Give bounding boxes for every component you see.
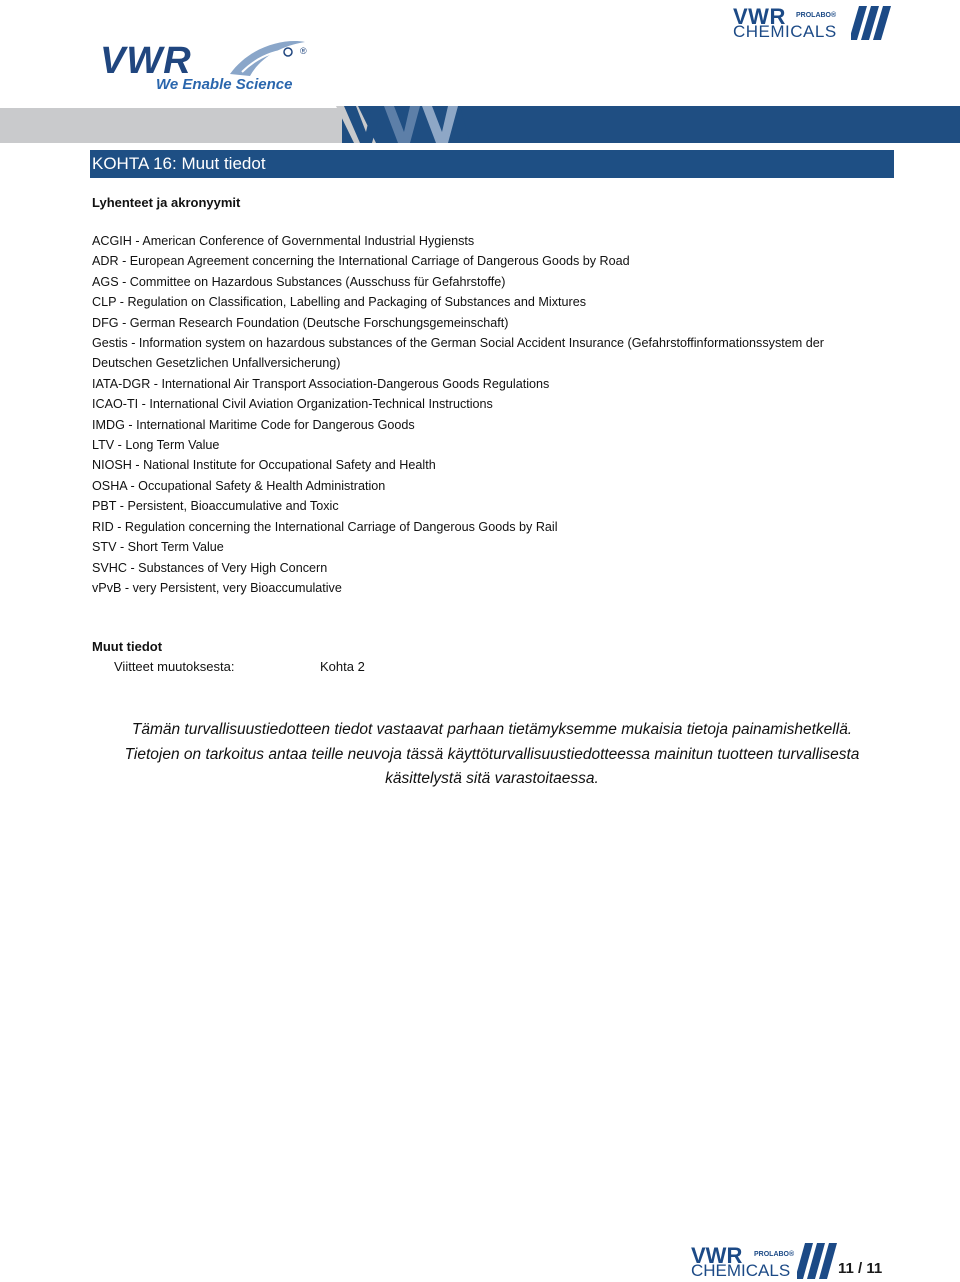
chevrons-icon <box>336 106 486 143</box>
list-item: LTV - Long Term Value <box>92 438 220 453</box>
disclaimer-line: Tietojen on tarkoitus antaa teille neuvoja tässä käyttöturvallisuustiedotteessa mainitun tuotteen turvallisesta <box>124 745 860 763</box>
list-item: NIOSH - National Institute for Occupational Safety and Health <box>92 458 436 473</box>
list-item: PBT - Persistent, Bioaccumulative and Toxic <box>92 499 339 514</box>
list-item: OSHA - Occupational Safety & Health Administration <box>92 478 386 493</box>
list-item: ACGIH - American Conference of Governmental Industrial Hygiensts <box>92 234 475 248</box>
logo-vwr-text: VWR <box>733 4 786 29</box>
page-number: 11 / 11 <box>838 1260 883 1277</box>
logo-tagline: We Enable Science <box>156 76 293 93</box>
footer-logo <box>691 1243 836 1279</box>
disclaimer-line: Tämän turvallisuustiedotteen tiedot vastaavat parhaan tietämyksemme mukaisia tietoja painamishetkellä. <box>131 721 853 738</box>
list-item: ADR - European Agreement concerning the International Carriage of Dangerous Goods by Road <box>92 254 630 269</box>
disclaimer <box>92 718 892 792</box>
section-title: KOHTA 16: Muut tiedot <box>90 150 894 178</box>
list-item: STV - Short Term Value <box>92 540 224 555</box>
logo-prolabo-text: PROLABO® <box>796 12 837 19</box>
swoosh-icon <box>190 36 310 80</box>
list-item: IMDG - International Maritime Code for Dangerous Goods <box>92 417 415 432</box>
abbreviations-heading: Lyhenteet ja akronyymit <box>92 195 241 210</box>
list-item: SVHC - Substances of Very High Concern <box>92 560 328 575</box>
list-item: ICAO-TI - International Civil Aviation Organization-Technical Instructions <box>92 397 493 412</box>
list-item: AGS - Committee on Hazardous Substances (Ausschuss für Gefahrstoffe) <box>92 274 506 289</box>
list-item: IATA-DGR - International Air Transport Association-Dangerous Goods Regulations <box>92 376 550 391</box>
list-item: Gestis - Information system on hazardous substances of the German Social Accident Insurance (Gefahrstoffinformationssystem der Deutschen Gesetzlichen Unfallversicherung) <box>92 336 824 371</box>
logo-vwr-text: VWR <box>691 1243 743 1268</box>
list-item: vPvB - very Persistent, very Bioaccumulative <box>92 580 342 595</box>
list-item: DFG - German Research Foundation (Deutsche Forschungsgemeinschaft) <box>92 315 509 330</box>
logo-chemicals-text: CHEMICALS <box>691 1261 791 1280</box>
disclaimer-line: käsittelystä sitä varastoitaessa. <box>385 770 599 787</box>
logo-prolabo-text: PROLABO® <box>754 1251 795 1258</box>
revision-label: Viitteet muutoksesta: <box>114 659 235 674</box>
stripes-icon <box>797 1243 837 1279</box>
vwr-chemicals-logo <box>733 4 893 40</box>
vwr-main-logo <box>100 36 330 100</box>
abbreviations-list <box>92 231 882 598</box>
list-item: CLP - Regulation on Classification, Labelling and Packaging of Substances and Mixtures <box>92 295 587 310</box>
logo-chemicals-text: CHEMICALS <box>733 22 837 41</box>
logo-vwr-text: VWR <box>100 40 192 82</box>
revision-value: Kohta 2 <box>320 659 365 674</box>
stripes-icon <box>851 6 891 40</box>
other-info-heading: Muut tiedot <box>92 639 163 654</box>
list-item: RID - Regulation concerning the International Carriage of Dangerous Goods by Rail <box>92 519 558 534</box>
registered-mark: ® <box>300 46 307 56</box>
